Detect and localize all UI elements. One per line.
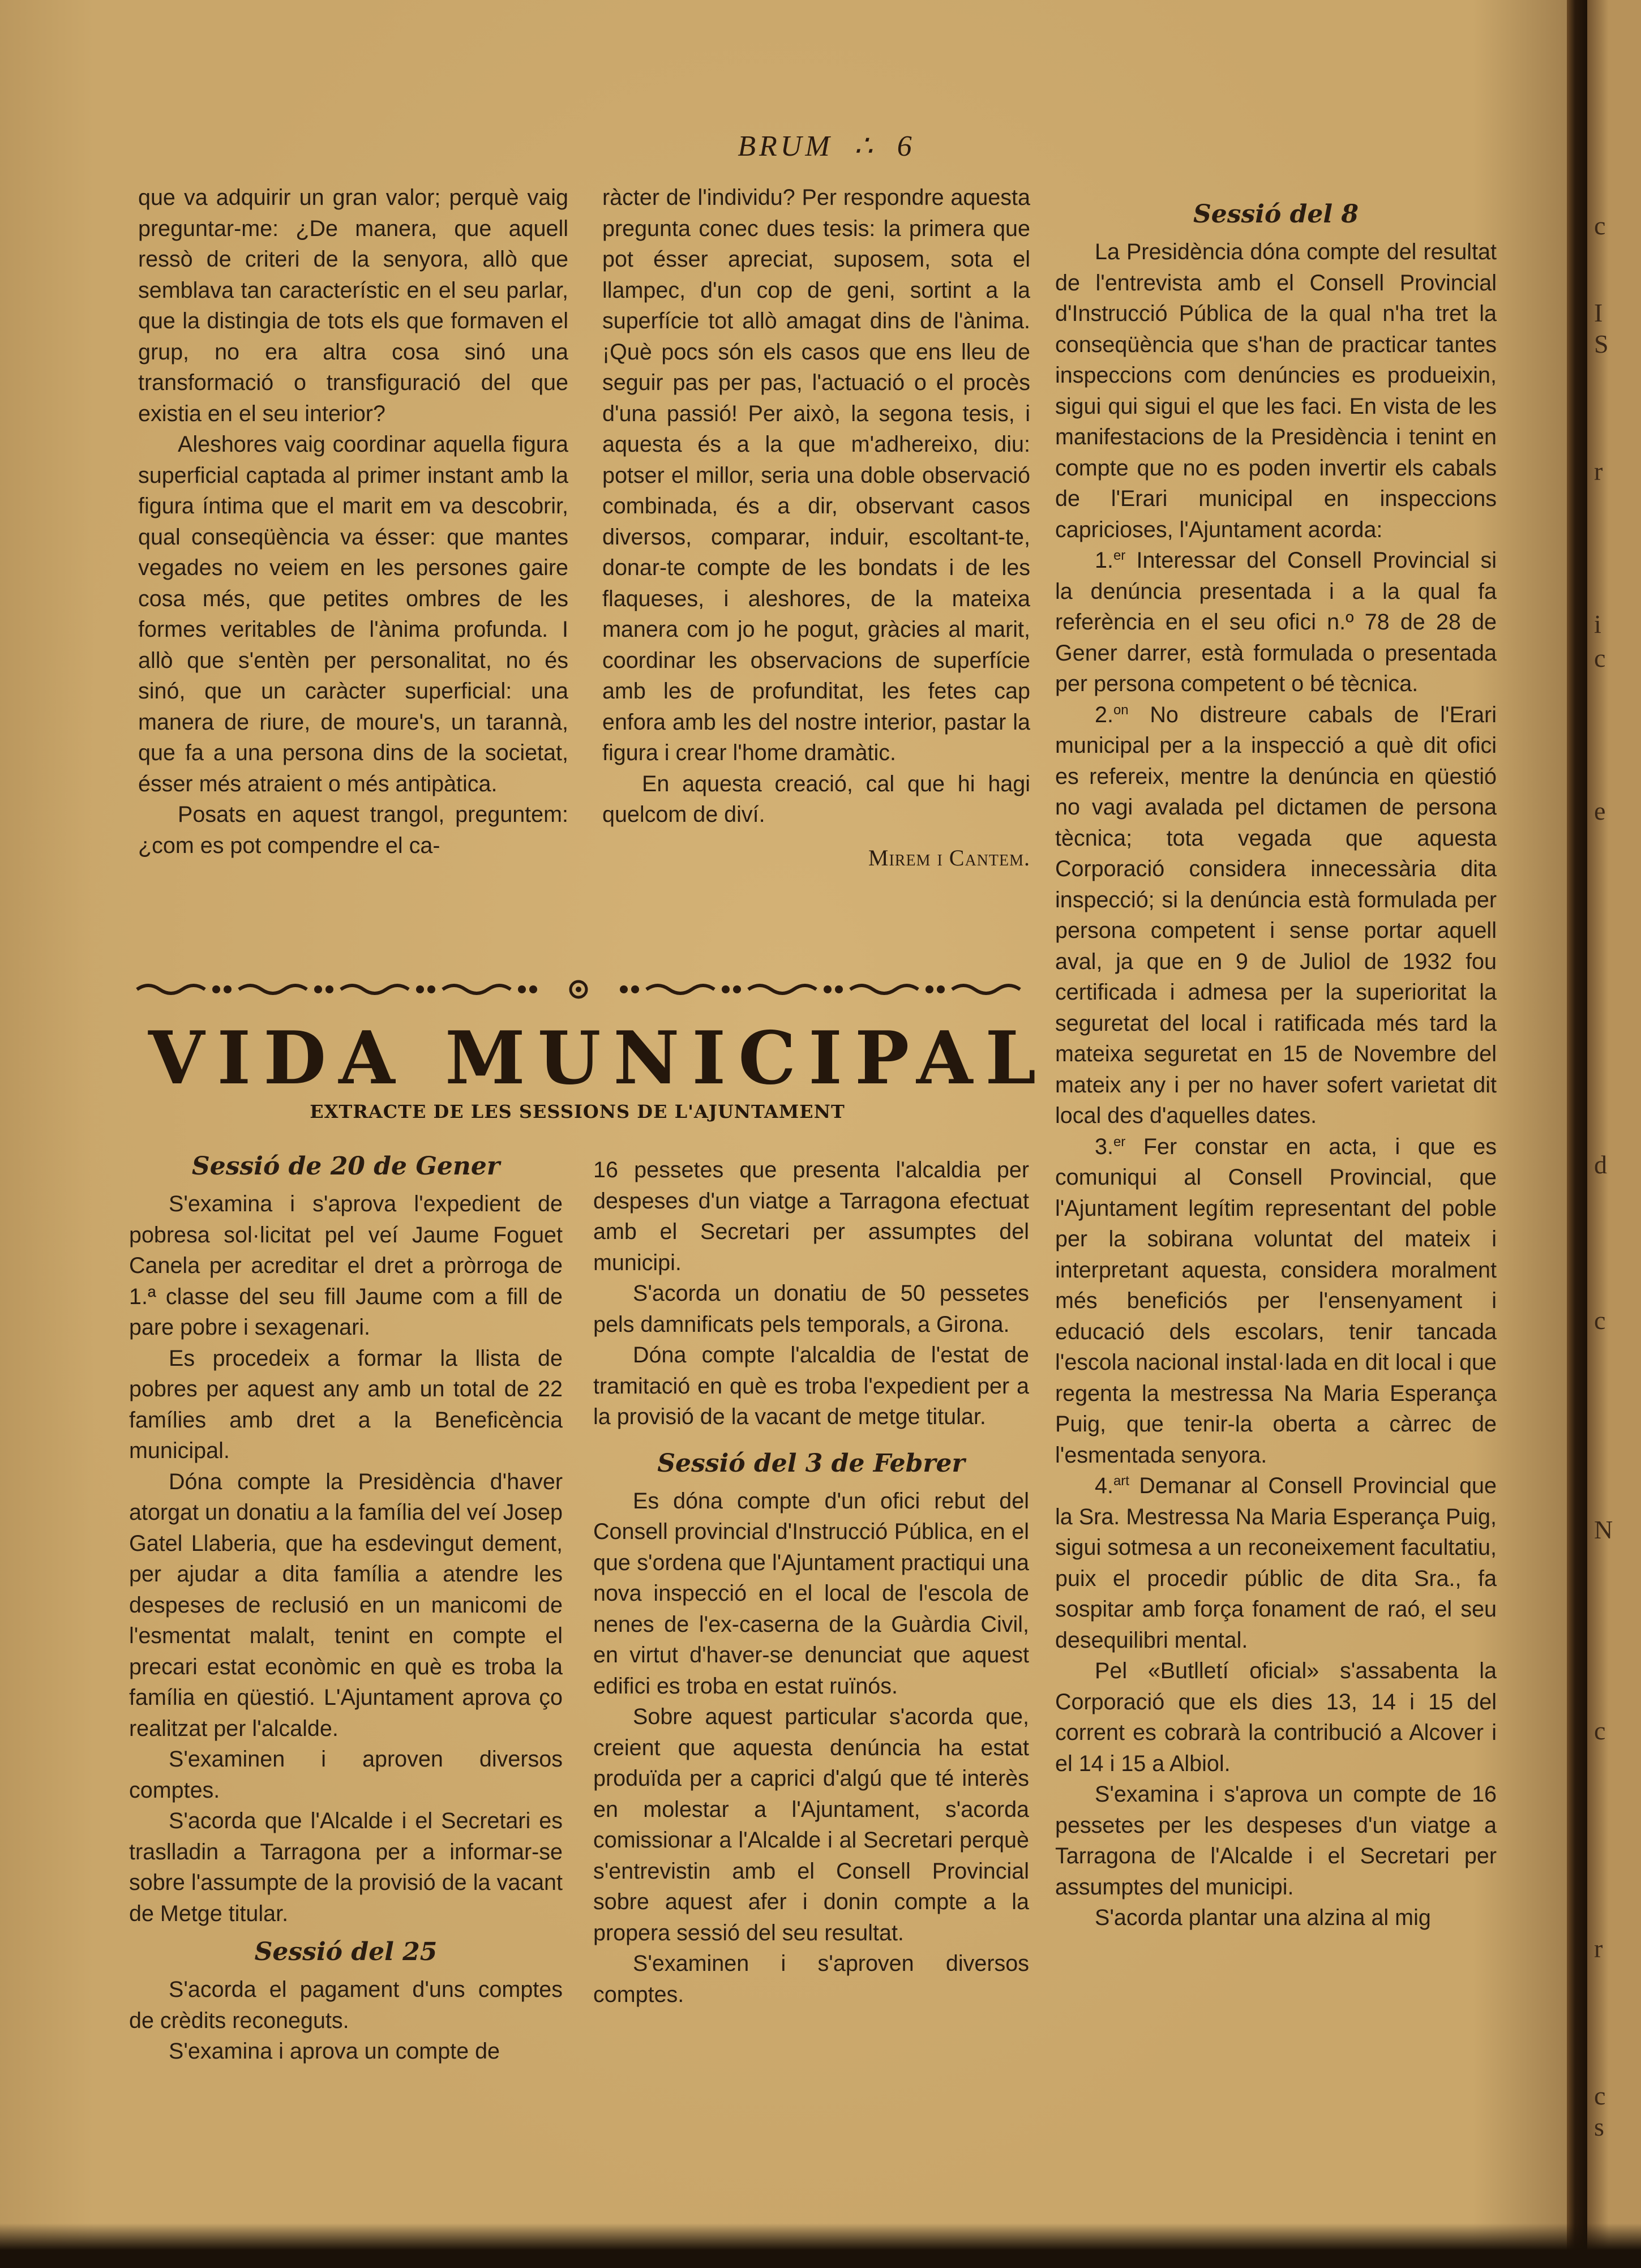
resolution-ordinal-suffix: er [1113,1134,1126,1150]
article-signature: Mirem i Cantem. [868,844,1030,871]
session-paragraph: S'acorda que l'Alcalde i el Secretari es traslladin a Tarragona per a informar-se sobre l'assumpte de la provisió de la vacant de Metge titular. [129,1808,563,1926]
adjacent-page-letter: r [1594,457,1603,486]
session-paragraph: S'examinen i s'aproven diversos comptes. [593,1951,1029,2007]
session-paragraph: La Presidència dóna compte del resultat de l'entrevista amb el Consell Provincial d'Instrucció Pública de la qual n'ha tret la conseqüència que s'han de practicar tantes inspeccions com denúncies es produeixin, sigui qui sigui el que les faci. En vista de les manifestacions de la Presidència i tenint en compte que no es poden invertir els cabals de l'Erari municipal en inspeccions capricioses, l'Ajuntament acorda: [1055,239,1497,542]
resolution-ordinal: 1. [1095,548,1113,573]
resolution-item [1055,545,1497,700]
municipal-column-middle [593,1155,1029,2010]
article-paragraph: Aleshores vaig coordinar aquella figura superficial captada al primer instant amb la figura íntima que el marit em va descobrir, qual conseqüència va ésser: que mantes vegades no veiem en les persones gaire cosa més, que petites ombres de les formes veritables de l'ànima profunda. I allò que s'entèn per personalitat, no és sinó, que un caràcter superficial: una manera de riure, de moure's, un tarannà, que fa a una persona dins de la societat, ésser més atraient o més antipàtica. [138,432,568,796]
municipal-column-right [1055,191,1497,1933]
adjacent-page-letter: S [1594,329,1609,358]
adjacent-page-edge [1587,0,1641,2268]
page-number: 6 [897,130,915,162]
session-paragraph: Pel «Butlletí oficial» s'assabenta la Corporació que els dies 13, 14 i 15 del corrent es cobrarà la contribució a Alcover i el 14 i 15 a Albiol. [1055,1658,1497,1776]
session-paragraph: S'examinen i aproven diversos comptes. [129,1747,563,1803]
article-paragraph: que va adquirir un gran valor; perquè vaig preguntar-me: ¿De manera, que aquell ressò de criteri de la senyora, allò que semblava tan característic en el seu parlar, que la distingia de tots els que formaven el grup, no era altra cosa sinó una transformació o transfiguració del que existia en el seu interior? [138,185,568,426]
resolution-ordinal: 2. [1095,702,1113,727]
publication-title: BRUM [738,130,833,162]
resolution-text: Fer constar en acta, i que es comuniqui al Consell Provincial, que l'Ajuntament legítim representant del poble per la sobirana voluntat del mateix i interpretant aquesta, considera moralment més beneficiós per l'ensenyament i educació dels escolars, tenir tancada l'escola nacional instal·lada en dit local i que regenta la mestressa Na Maria Esperança Puig, que tenir-la oberta a càrrec de l'esmentada senyora. [1055,1134,1497,1468]
scan-bottom-edge [0,2223,1641,2268]
session-heading: Sessió del 8 [1193,200,1359,229]
header-separator: ∴ [854,130,876,162]
resolution-item [1055,700,1497,1131]
resolution-item [1055,1470,1497,1656]
session-paragraph: S'examina i aprova un compte de [169,2039,500,2064]
session-paragraph: S'acorda el pagament d'uns comptes de crèdits reconeguts. [129,1977,563,2033]
session-paragraph: Es dóna compte d'un ofici rebut del Consell provincial d'Instrucció Pública, en el que s'ordena que l'Ajuntament practiqui una nova inspecció en el local de l'escola de nenes de l'ex-caserna de la Guàrdia Civil, en virtut d'haver-se denunciat que aquest edifici es troba en estat ruïnós. [593,1488,1029,1699]
resolution-text: No distreure cabals de l'Erari municipal per a la inspecció a què dit ofici es refereix, mentre la denúncia en qüestió no vagi avalada pel dictamen de persona tècnica; tota vegada que aquesta Corporació considera innecessària dita inspecció; si la denúncia està formulada per persona competent i sense portar aquell aval, ja que en 9 de Juliol de 1932 fou certificada i admesa per la superioritat la seguretat del local i ratificada més tard la mateixa seguretat en 15 de Novembre del mateix any i per no haver sofert varietat dit local des d'aquelles dates. [1055,702,1497,1128]
adjacent-page-letter: c [1594,2081,1606,2110]
ornamental-divider [131,978,1026,1001]
session-paragraph: S'examina i s'aprova un compte de 16 pessetes per les despeses d'un viatge a Tarragona de l'Alcalde i el Secretari per assumptes del municipi. [1055,1782,1497,1900]
adjacent-page-letter: c [1594,211,1606,240]
adjacent-page-letter: e [1594,796,1606,825]
page-header [725,129,928,169]
resolution-ordinal: 3. [1095,1134,1113,1159]
binding-spine [1567,0,1587,2268]
session-heading: Sessió del 3 de Febrer [657,1448,965,1478]
session-paragraph: S'acorda plantar una alzina al mig [1095,1905,1431,1930]
section-title: VIDA MUNICIPAL [148,1016,1049,1101]
municipal-column-left [129,1143,563,2067]
adjacent-page-letter: I [1594,298,1603,327]
resolution-ordinal-suffix: er [1113,547,1126,563]
article-column-middle [602,182,1030,873]
session-paragraph: S'acorda un donatiu de 50 pessetes pels damnificats pels temporals, a Girona. [593,1281,1029,1337]
session-paragraph: Es procedeix a formar la llista de pobres per aquest any amb un total de 22 famílies amb dret a la Beneficència municipal. [129,1345,563,1463]
session-paragraph: 16 pessetes que presenta l'alcaldia per despeses d'un viatge a Tarragona efectuat amb el Secretari per assumptes del municipi. [593,1157,1029,1275]
resolution-ordinal-suffix: on [1113,702,1129,718]
adjacent-page-letter: s [1594,2112,1604,2141]
section-subtitle: EXTRACTE DE LES SESSIONS DE L'AJUNTAMENT [310,1101,845,1122]
session-paragraph: S'examina i s'aprova l'expedient de pobresa sol·licitat pel veí Jaume Foguet Canela per acreditar el dret a pròrroga de 1.ª classe del seu fill Jaume com a fill de pare pobre i sexagenari. [129,1191,563,1340]
session-paragraph: Dóna compte l'alcaldia de l'estat de tramitació en què es troba l'expedient per a la provisió de la vacant de metge titular. [593,1343,1029,1429]
adjacent-page-letter: r [1594,1934,1603,1963]
session-heading: Sessió del 25 [254,1937,438,1966]
adjacent-page-letter: c [1594,1716,1606,1745]
adjacent-page-letter: c [1594,1306,1606,1335]
resolution-item [1055,1131,1497,1471]
article-paragraph: Posats en aquest trangol, preguntem: ¿com es pot compendre el ca- [138,802,568,858]
resolution-text: Demanar al Consell Provincial que la Sra. Mestressa Na Maria Esperança Puig, sigui sotmesa a un reconeixement facultatiu, puix el procedir públic de dita Sra., fa sospitar amb força fonament de raó, el seu desequilibri mental. [1055,1473,1497,1653]
adjacent-page-letter: c [1594,644,1606,672]
resolution-ordinal: 4. [1095,1473,1113,1498]
adjacent-page-letter: i [1594,610,1601,638]
article-paragraph: En aquesta creació, cal que hi hagi quelcom de diví. [602,771,1030,827]
resolution-text: Interessar del Consell Provincial si la denúncia presentada i a la qual fa referència en el seu ofici n.º 78 de 28 de Gener darrer, està formulada o presentada per persona competent o bé tècnica. [1055,548,1497,696]
session-heading: Sessió de 20 de Gener [191,1152,500,1181]
article-column-left [138,182,568,861]
session-paragraph: Sobre aquest particular s'acorda que, creient que aquesta denúncia ha estat produïda per a caprici d'algú que té interès en molestar a l'Ajuntament, s'acorda comissionar a l'Alcalde i al Secretari perquè s'entrevistin amb el Consell Provincial sobre aquest afer i donin compte a la propera sessió del seu resultat. [593,1704,1029,1945]
article-paragraph: ràcter de l'individu? Per respondre aquesta pregunta conec dues tesis: la primera que pot ésser apreciat, suposem, sota el llampec, d'un cop de geni, sortint a la superfície tot allò amagat dins de l'ànima. ¡Què pocs són els casos que ens lleu de seguir pas per pas, l'actuació o el procès d'una passió! Per això, la segona tesis, i aquesta és a la que m'adhereixo, diu: potser el millor, seria una doble observació combinada, és a dir, observant casos diversos, comparar, induir, escoltant-te, donar-te compte de les bondats i de les flaqueses, i aleshores, de la mateixa manera com jo he pogut, gràcies al marit, coordinar les observacions de superfície amb les de profunditat, les fetes cap enfora amb les del nostre interior, pastar la figura i crear l'home dramàtic. [602,185,1030,765]
adjacent-page-letter: d [1594,1150,1607,1179]
session-paragraph: Dóna compte la Presidència d'haver atorgat un donatiu a la família del veí Josep Gatel Llaberia, que ha esdevingut dement, per ajudar a dita família a atendre les despeses de reclusió en un manicomi de l'esmentat malalt, tenint en compte el precari estat econòmic en què es troba la família en qüestió. L'Ajuntament aprova ço realitzat per l'alcalde. [129,1469,563,1741]
adjacent-page-letter: N [1594,1515,1613,1544]
resolution-ordinal-suffix: art [1113,1473,1129,1489]
